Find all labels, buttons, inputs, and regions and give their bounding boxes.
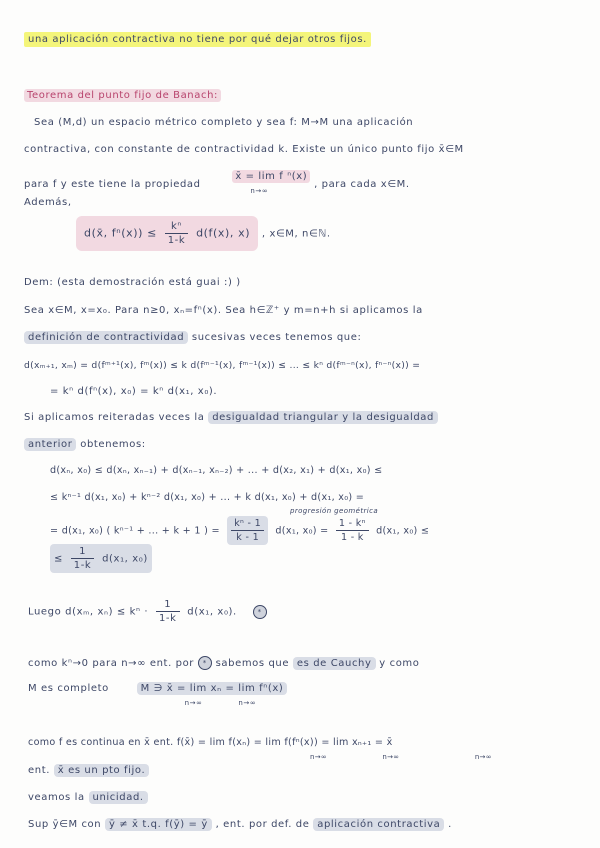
proof-intro: Dem: (esta demostración está guai :) )	[24, 277, 241, 288]
star-reference-icon: *	[198, 656, 212, 670]
fixed-point-limit	[232, 170, 310, 198]
inequality-left: d(x̄, fⁿ(x)) ≤	[84, 226, 157, 240]
inequality-fraction	[165, 220, 189, 247]
star-marker-icon: *	[253, 605, 267, 619]
proof-line-2-text: sucesivas veces tenemos que:	[191, 332, 362, 343]
conclusion-line-7-end: .	[448, 819, 452, 830]
inequality-box	[76, 216, 258, 251]
theorem-line-4: Además,	[24, 197, 72, 208]
continuity-text: como f es continua en x̄ ent. f(x̄) = lim f(xₙ) = lim f(fⁿ(x)) = lim xₙ₊₁ = x̄	[28, 737, 393, 748]
fraction-numerator: kⁿ	[165, 220, 189, 234]
conclusion-fraction	[156, 598, 180, 625]
conclusion-numerator: 1	[156, 598, 180, 612]
conclusion-line-2-tail: y como	[379, 658, 420, 669]
fraction-denominator: 1-k	[167, 235, 186, 246]
rewritten-denominator: 1 - k	[340, 532, 364, 543]
fixed-point-formula: x̄ = lim f ⁿ(x)	[232, 170, 310, 183]
bound-box	[50, 544, 152, 573]
proof-line-9-text: = d(x₁, x₀) ( kⁿ⁻¹ + ... + k + 1 ) =	[50, 525, 220, 537]
conclusion-line-2	[28, 656, 419, 671]
proof-line-6	[24, 438, 146, 452]
geometric-denominator: k - 1	[236, 532, 259, 543]
bound-leq: ≤	[54, 553, 63, 565]
limit-sub-2: n→∞	[238, 699, 257, 707]
bound-numerator: 1	[71, 545, 95, 559]
proof-line-10	[50, 544, 152, 573]
proof-line-2	[24, 331, 361, 345]
proof-line-9	[50, 516, 429, 545]
geometric-progression-note: progresión geométrica	[290, 507, 379, 515]
rewritten-fraction	[336, 517, 369, 544]
limit-block	[137, 682, 288, 710]
conclusion-line-4	[28, 736, 492, 764]
bound-distance: d(x₁, x₀)	[102, 553, 148, 565]
conclusion-line-5	[28, 764, 149, 778]
triangle-inequality: desigualdad triangular y la desigualdad	[208, 411, 438, 424]
theorem-line-3-tail: , para cada x∈M.	[314, 179, 410, 190]
page-title	[24, 33, 371, 47]
continuity-lim-2: n→∞	[382, 753, 400, 761]
assumption-highlight: ȳ ≠ x̄ t.q. f(ȳ) = ȳ	[105, 818, 212, 831]
proof-line-3: d(xₘ₊₁, xₘ) = d(fᵐ⁺¹(x), fᵐ(x)) ≤ k d(fᵐ⁻¹(x), fᵐ⁻¹(x)) ≤ ... ≤ kⁿ d(fᵐ⁻ⁿ(x), fⁿ⁻ⁿ(x)) =	[24, 360, 421, 371]
conclusion-line-3	[28, 682, 287, 710]
proof-line-8: ≤ kⁿ⁻¹ d(x₁, x₀) + kⁿ⁻² d(x₁, x₀) + ... + k d(x₁, x₀) + d(x₁, x₀) =	[50, 492, 365, 503]
complete-space-text: M es completo	[28, 683, 109, 694]
conclusion-line-1-text: Luego d(xₘ, xₙ) ≤ kⁿ ·	[28, 606, 149, 618]
uniqueness-highlight: unicidad.	[89, 791, 148, 804]
geometric-sum-fraction	[227, 516, 268, 545]
limit-subscript: n→∞	[250, 187, 269, 195]
cauchy-highlight: es de Cauchy	[293, 657, 376, 670]
conclusion-line-7	[28, 818, 452, 832]
proof-line-6-text: obtenemos:	[80, 439, 146, 450]
inequality-right: d(f(x), x)	[196, 226, 251, 240]
theorem-line-3	[24, 170, 410, 198]
contractivity-definition: definición de contractividad	[24, 331, 188, 344]
conclusion-line-7-text: Sup ȳ∈M con	[28, 819, 102, 830]
bound-fraction	[71, 545, 95, 572]
previous-inequality: anterior	[24, 438, 76, 451]
conclusion-line-6-text: veamos la	[28, 792, 85, 803]
proof-line-4: = kⁿ d(fⁿ(x), x₀) = kⁿ d(x₁, x₀).	[50, 386, 218, 397]
fixed-point-highlight: x̄ es un pto fijo.	[54, 764, 149, 777]
theorem-line-2: contractiva, con constante de contractividad k. Existe un único punto fijo x̄∈M	[24, 144, 464, 155]
conclusion-line-2-mid: sabemos que	[215, 658, 290, 669]
theorem-heading	[24, 89, 221, 103]
rewritten-numerator: 1 - kⁿ	[336, 517, 369, 531]
conclusion-line-1	[28, 598, 267, 625]
proof-line-5-text: Si aplicamos reiteradas veces la	[24, 412, 205, 423]
proof-line-1: Sea x∈M, x=x₀. Para n≥0, xₙ=fⁿ(x). Sea h∈ℤ⁺ y m=n+h si aplicamos la	[24, 305, 423, 316]
conclusion-line-7-mid: , ent. por def. de	[215, 819, 310, 830]
conclusion-denominator: 1-k	[158, 613, 177, 624]
proof-line-9-tail: d(x₁, x₀) ≤	[376, 525, 430, 537]
geometric-numerator: kⁿ - 1	[231, 517, 264, 531]
bound-denominator: 1-k	[73, 560, 92, 571]
conclusion-line-2-text: como kⁿ→0 para n→∞ ent. por	[28, 658, 195, 669]
inequality-tail: , x∈M, n∈ℕ.	[261, 228, 331, 240]
theorem-heading-text: Teorema del punto fijo de Banach:	[24, 89, 221, 102]
conclusion-line-5-text: ent.	[28, 765, 50, 776]
limit-highlight: M ∋ x̄ = lim xₙ = lim fⁿ(x)	[137, 682, 288, 695]
conclusion-line-1-tail: d(x₁, x₀).	[187, 606, 237, 618]
continuity-lim-3: n→∞	[474, 753, 492, 761]
continuity-lim-1: n→∞	[310, 753, 328, 761]
theorem-line-1: Sea (M,d) un espacio métrico completo y sea f: M→M una aplicación	[34, 117, 414, 128]
proof-line-7: d(xₙ, x₀) ≤ d(xₙ, xₙ₋₁) + d(xₙ₋₁, xₙ₋₂) + ... + d(x₂, x₁) + d(x₁, x₀) ≤	[50, 465, 383, 476]
proof-line-5	[24, 411, 438, 425]
title-text: una aplicación contractiva no tiene por qué dejar otros fijos.	[24, 32, 371, 47]
limit-sub-1: n→∞	[184, 699, 203, 707]
contractive-map-highlight: aplicación contractiva	[313, 818, 444, 831]
conclusion-line-6	[28, 791, 148, 805]
proof-line-9-mid: d(x₁, x₀) =	[275, 525, 329, 537]
theorem-line-3-text: para f y este tiene la propiedad	[24, 179, 201, 190]
theorem-inequality	[76, 216, 331, 251]
